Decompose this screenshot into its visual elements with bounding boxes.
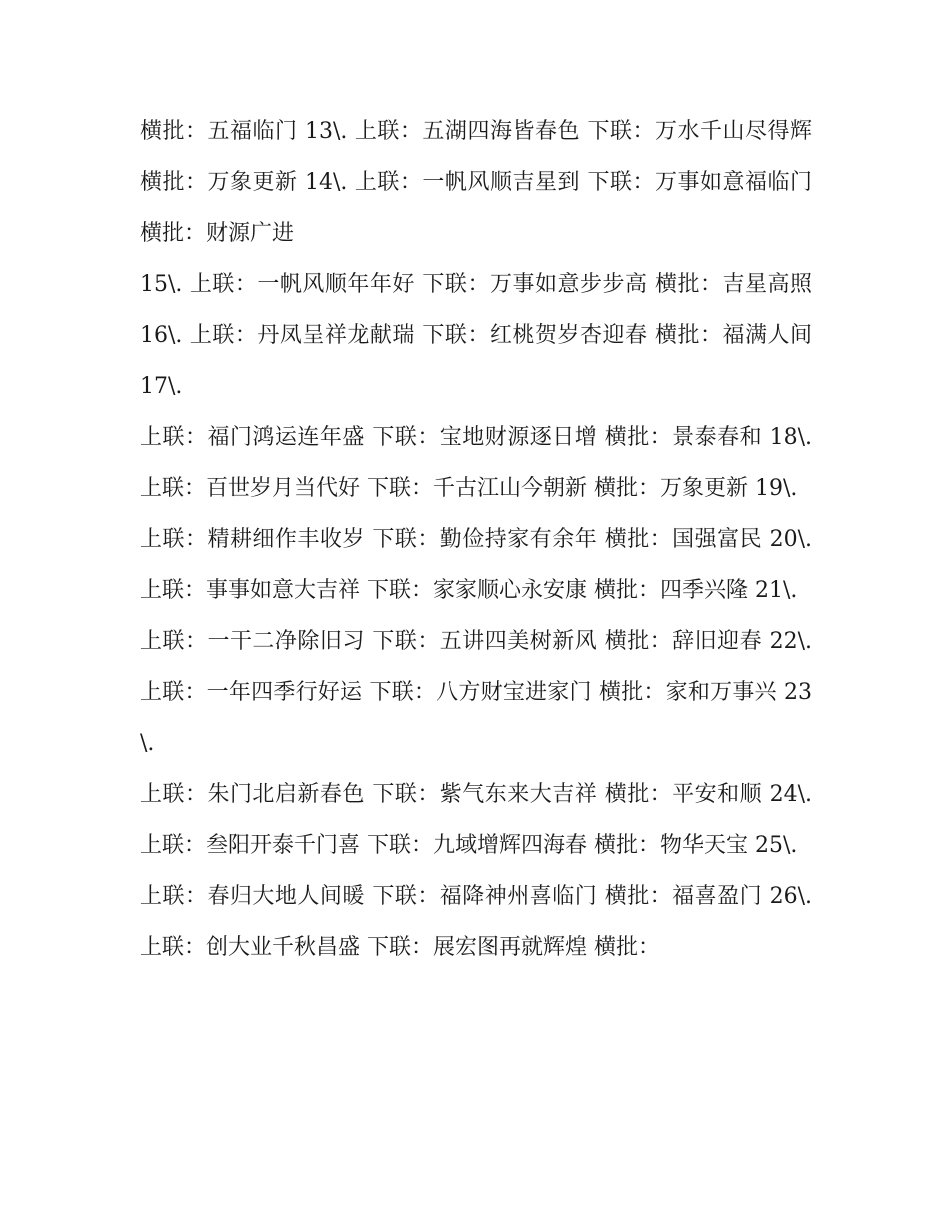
paragraph-6: 上联：朱门北启新春色 下联：紫气东来大吉祥 横批：平安和顺 24\. 上联：叁阳开泰千门喜 下联：九域增辉四海春 横批：物华天宝 25\. — [140, 782, 812, 858]
paragraph-5: 上联：一干二净除旧习 下联：五讲四美树新风 横批：辞旧迎春 22\. 上联：一年四季行好运 下联：八方财宝进家门 横批：家和万事兴 23\. — [140, 629, 812, 756]
paragraph-1: 横批：五福临门 13\. 上联：五湖四海皆春色 下联：万水千山尽得辉 横批：万象更新 14\. 上联：一帆风顺吉星到 下联：万事如意福临门 横批：财源广进 — [140, 119, 812, 246]
paragraph-2: 15\. 上联：一帆风顺年年好 下联：万事如意步步高 横批：吉星高照 16\. 上联：丹凤呈祥龙献瑞 下联：红桃贺岁杏迎春 横批：福满人间 17\. — [140, 272, 812, 399]
paragraph-3: 上联：福门鸿运连年盛 下联：宝地财源逐日增 横批：景泰春和 18\. 上联：百世岁月当代好 下联：千古江山今朝新 横批：万象更新 19\. — [140, 425, 812, 501]
document-body — [140, 106, 812, 973]
paragraph-4: 上联：精耕细作丰收岁 下联：勤俭持家有余年 横批：国强富民 20\. 上联：事事如意大吉祥 下联：家家顺心永安康 横批：四季兴隆 21\. — [140, 527, 812, 603]
paragraph-7: 上联：春归大地人间暖 下联：福降神州喜临门 横批：福喜盈门 26\. 上联：创大业千秋昌盛 下联：展宏图再就辉煌 横批： — [140, 884, 812, 960]
